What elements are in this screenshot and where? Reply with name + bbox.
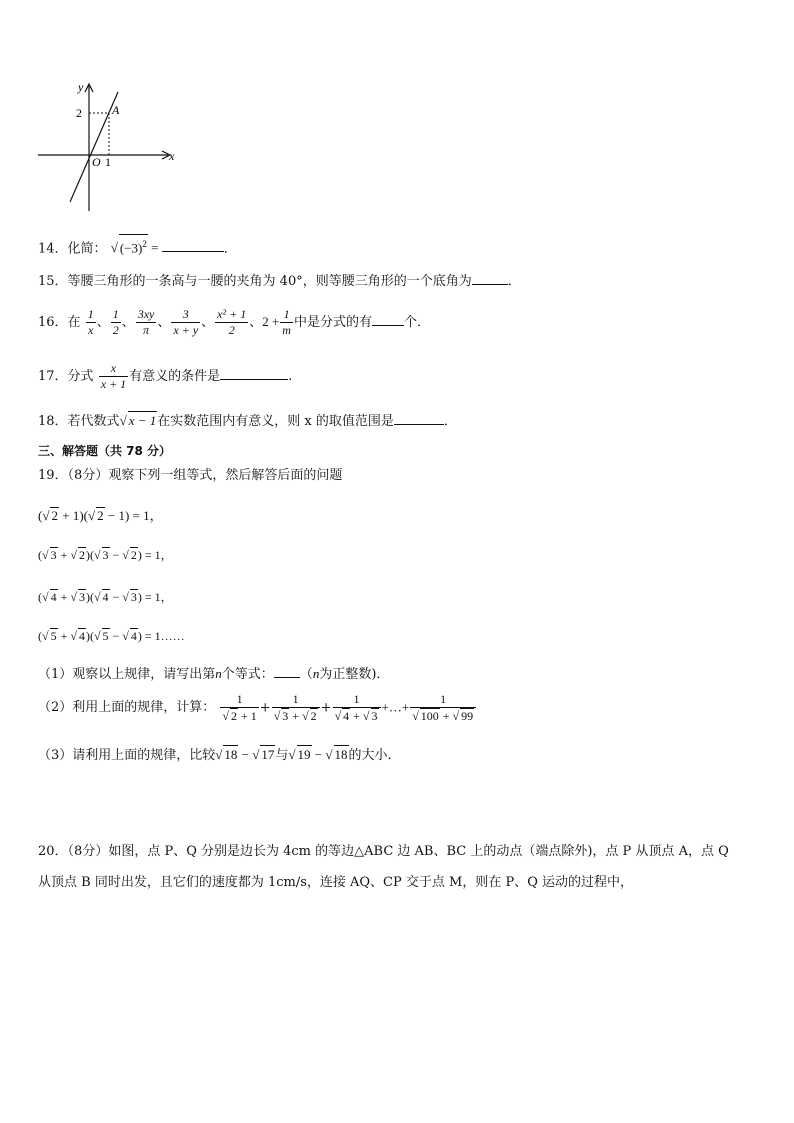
q19-number: 19． [38, 468, 68, 483]
q16-fraction-6: $\frac{1}{m}$ [282, 307, 291, 337]
q14-number: 14． [38, 241, 68, 257]
q19-part-3: （3）请利用上面的规律，比较√ 18 − √ 17与√ 19 − √ 18的大小． [38, 747, 401, 763]
q16-blank [372, 313, 404, 326]
q14-expression: √ $(-3)^2$ = [111, 240, 162, 255]
q19-p1-blank [274, 665, 300, 678]
q19-p3-expr-1: √ 18 − √ 17 [215, 747, 275, 762]
q18-radical: √ x − 1 [119, 413, 157, 428]
question-18: 18．若代数式√ x − 1在实数范围内有意义，则 x 的取值范围是 ． [38, 413, 457, 429]
x-axis-label: x [169, 149, 175, 163]
y-axis-label: y [78, 80, 84, 94]
x-tick-label: 1 [105, 155, 111, 169]
q15-text: 等腰三角形的一条高与一腰的夹角为 40°，则等腰三角形的一个底角为 [67, 274, 472, 289]
coordinate-graph [34, 76, 184, 216]
q15-blank [472, 272, 508, 285]
question-20: 20．（8分）如图，点 P、Q 分别是边长为 4cm 的等边△ABC 边 AB、BC 上的动点（端点除外)，点 P 从顶点 A，点 Q [38, 844, 729, 859]
q20-line-1: 如图，点 P、Q 分别是边长为 4cm 的等边△ABC 边 AB、BC 上的动点（端点除外)，点 P 从顶点 A，点 Q [108, 844, 729, 859]
q19-equation-3: (√ 4 + √ 3)(√ 4 − √ 3) = 1， [38, 590, 173, 604]
q18-number: 18． [38, 414, 68, 429]
q19-equation-4: (√ 5 + √ 4)(√ 5 − √ 4) = 1…… [38, 629, 185, 643]
q20-line-2: 从顶点 B 同时出发，且它们的速度都为 1cm/s，连接 AQ、CP 交于点 M，则在 P、Q 运动的过程中， [38, 875, 633, 890]
q19-equation-1: (√ 2 + 1)(√ 2 − 1) = 1， [38, 508, 163, 523]
question-17: 17．分式 $\frac{x}{x + 1}$ 有意义的条件是 . [38, 361, 293, 391]
q17-number: 17． [38, 369, 68, 384]
question-19: 19．（8分）观察下列一组等式，然后解答后面的问题 [38, 468, 343, 483]
question-16: 16．在 $\frac{1}{x}$ 、 $\frac{1}{2}$ 、 $\frac{3xy}{\pi}$ 、 $\frac{3}{x + y}$ 、 $\frac{\text{x² + 1}}{2}$ 、2 + $\frac{1}{m}$ 中是分式的有 个． [38, 307, 430, 337]
q16-number: 16． [38, 315, 68, 330]
section-3-title: 三、解答题（共 78 分） [38, 444, 172, 458]
q19-p2-term-last: $\frac{1}{√ 100 + √ 99}$ [410, 692, 476, 724]
q19-part-1: （1）观察以上规律，请写出第n个等式： （n为正整数)． [38, 666, 390, 682]
q20-number: 20． [38, 844, 68, 859]
point-a-label: A [112, 103, 120, 117]
q16-fraction-3: $\frac{3xy}{\pi}$ [137, 307, 155, 337]
q15-number: 15． [38, 274, 68, 289]
q16-fraction-1: $\frac{1}{x}$ [87, 307, 94, 337]
q19-p2-term-1: $\frac{1}{√ 2 + 1}$ [222, 692, 257, 723]
q19-part-2: （2）利用上面的规律，计算： $\frac{1}{√ 2 + 1}$ + $\frac{1}{√ 3 + √ 2}$ + $\frac{1}{√ 4 + √ 3}$ +…+ $\frac{1}{√ 100 + √ 99}$ [38, 692, 477, 724]
q14-blank [162, 239, 224, 252]
question-15: 15．等腰三角形的一条高与一腰的夹角为 40°，则等腰三角形的一个底角为 ． [38, 274, 521, 289]
q14-text: 化简： [67, 241, 107, 257]
origin-label: O [92, 155, 101, 169]
q16-fraction-4: $\frac{3}{x + y}$ [173, 307, 199, 337]
q19-equation-2: (√ 3 + √ 2)(√ 3 − √ 2) = 1， [38, 548, 173, 562]
question-14: 14．化简： √ $(-3)^2$ = ． [38, 234, 237, 258]
y-tick-label: 2 [76, 106, 82, 120]
q19-p2-term-3: $\frac{1}{√ 4 + √ 3}$ [333, 692, 381, 724]
q17-fraction: $\frac{x}{x + 1}$ [100, 361, 127, 391]
graph-svg [34, 76, 184, 216]
q18-blank [394, 412, 444, 425]
q16-fraction-2: $\frac{1}{2}$ [112, 307, 119, 337]
question-20-cont [38, 874, 633, 892]
q17-blank [220, 367, 288, 380]
q19-p2-term-2: $\frac{1}{√ 3 + √ 2}$ [272, 692, 320, 724]
q19-p3-expr-2: √ 19 − √ 18 [288, 747, 348, 762]
q16-fraction-5: $\frac{\text{x² + 1}}{2}$ [217, 307, 247, 337]
